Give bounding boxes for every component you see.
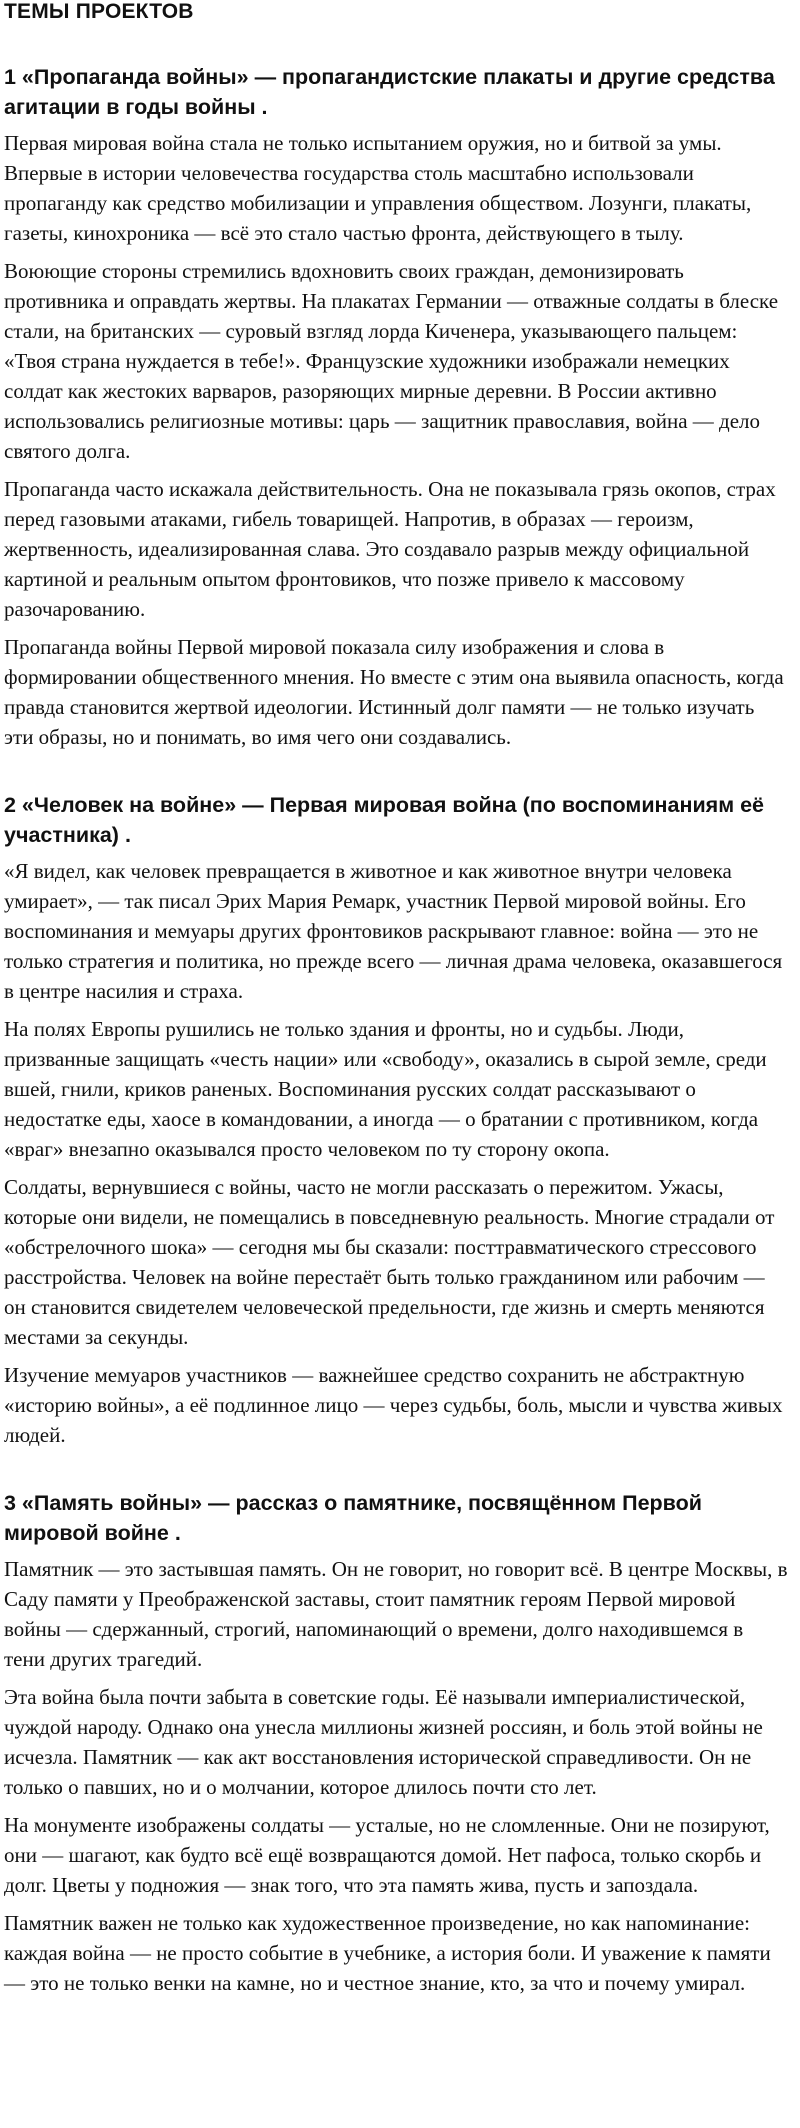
topic-heading: 2 «Человек на войне» — Первая мировая война (по воспоминаниям её участника) . bbox=[4, 793, 765, 847]
paragraph: «Я видел, как человек превращается в животное и как животное внутри человека умирает», — так писал Эрих Мария Ремарк, участник Первой мировой войны. Его воспоминания и мемуары других фронтовиков раскрывают главное: война — это не только стратегия и политика, но прежде всего — личная драма человека, оказавшегося в центре насилия и страха. bbox=[4, 859, 783, 1003]
topic-heading: 3 «Память войны» — рассказ о памятнике, посвящённом Первой мировой войне . bbox=[4, 1491, 702, 1545]
paragraph: Пропаганда часто искажала действительность. Она не показывала грязь окопов, страх перед газовыми атаками, гибель товарищей. Напротив, в образах — героизм, жертвенность, идеализированная слава. Это создавало разрыв между официальной картиной и реальным опытом фронтовиков, что позже привело к массовому разочарованию. bbox=[4, 477, 776, 621]
paragraph: Памятник — это застывшая память. Он не говорит, но говорит всё. В центре Москвы, в Саду памяти у Преображенской заставы, стоит памятник героям Первой мировой войны — сдержанный, строгий, напоминающий о времени, долго находившемся в тени других трагедий. bbox=[4, 1557, 788, 1671]
paragraph: На полях Европы рушились не только здания и фронты, но и судьбы. Люди, призванные защищать «честь нации» или «свободу», оказались в сырой земле, среди вшей, гнили, криков раненых. Воспоминания русских солдат рассказывают о недостатке еды, хаосе в командовании, а иногда — о братании с противником, когда «враг» внезапно оказывался просто человеком по ту сторону окопа. bbox=[4, 1017, 767, 1161]
paragraph: Солдаты, вернувшиеся с войны, часто не могли рассказать о пережитом. Ужасы, которые они видели, не помещались в повседневную реальность. Многие страдали от «обстрелочного шока» — сегодня мы бы сказали: посттравматического стрессового расстройства. Человек на войне перестаёт быть только гражданином или рабочим — он становится свидетелем человеческой предельности, где жизнь и смерть меняются местами за секунды. bbox=[4, 1175, 775, 1349]
topic-section-1 bbox=[4, 62, 788, 752]
topic-section-2 bbox=[4, 790, 788, 1450]
topic-section-3 bbox=[4, 1488, 788, 1998]
paragraph: Воюющие стороны стремились вдохновить своих граждан, демонизировать противника и оправдать жертвы. На плакатах Германии — отважные солдаты в блеске стали, на британских — суровый взгляд лорда Киченера, указывающего пальцем: «Твоя страна нуждается в тебе!». Французские художники изображали немецких солдат как жестоких варваров, разоряющих мирные деревни. В России активно использовались религиозные мотивы: царь — защитник православия, война — дело святого долга. bbox=[4, 259, 779, 463]
topic-heading: 1 «Пропаганда войны» — пропагандистские плакаты и другие средства агитации в годы войны . bbox=[4, 65, 775, 119]
paragraph: Эта война была почти забыта в советские годы. Её называли империалистической, чуждой народу. Однако она унесла миллионы жизней россиян, и боль этой войны не исчезла. Памятник — как акт восстановления исторической справедливости. Он не только о павших, но и о молчании, которое длилось почти сто лет. bbox=[4, 1685, 763, 1799]
paragraph: Изучение мемуаров участников — важнейшее средство сохранить не абстрактную «историю войны», а её подлинное лицо — через судьбы, боль, мысли и чувства живых людей. bbox=[4, 1363, 783, 1447]
paragraph: На монументе изображены солдаты — усталые, но не сломленные. Они не позируют, они — шагают, как будто всё ещё возвращаются домой. Нет пафоса, только скорбь и долг. Цветы у подножия — знак того, что эта память жива, пусть и запоздала. bbox=[4, 1813, 770, 1897]
document-title: ТЕМЫ ПРОЕКТОВ bbox=[4, 0, 194, 23]
paragraph: Пропаганда войны Первой мировой показала силу изображения и слова в формировании общественного мнения. Но вместе с этим она выявила опасность, когда правда становится жертвой идеологии. Истинный долг памяти — не только изучать эти образы, но и понимать, во имя чего они создавались. bbox=[4, 635, 784, 749]
paragraph: Памятник важен не только как художественное произведение, но как напоминание: каждая война — не просто событие в учебнике, а история боли. И уважение к памяти — это не только венки на камне, но и честное знание, кто, за что и почему умирал. bbox=[4, 1911, 771, 1995]
paragraph: Первая мировая война стала не только испытанием оружия, но и битвой за умы. Впервые в истории человечества государства столь масштабно использовали пропаганду как средство мобилизации и управления обществом. Лозунги, плакаты, газеты, кинохроника — всё это стало частью фронта, действующего в тылу. bbox=[4, 131, 752, 245]
